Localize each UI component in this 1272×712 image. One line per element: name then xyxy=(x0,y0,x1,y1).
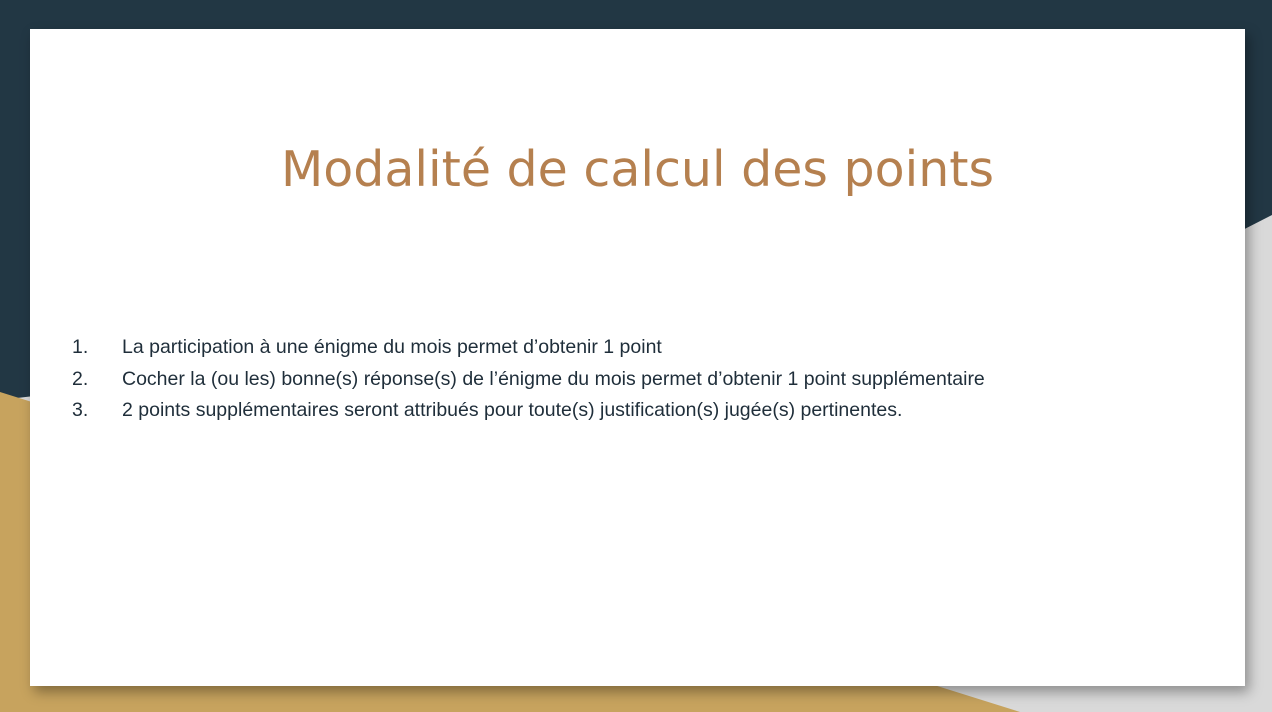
list-item-number: 3. xyxy=(72,399,89,421)
list-item xyxy=(72,395,985,427)
slide-title: Modalité de calcul des points xyxy=(281,141,994,198)
slide-canvas xyxy=(30,29,1245,686)
list-item xyxy=(72,364,985,396)
list-item-text: La participation à une énigme du mois permet d’obtenir 1 point xyxy=(122,336,662,358)
list-item-number: 1. xyxy=(72,336,89,358)
list-item xyxy=(72,332,985,364)
list-item-number: 2. xyxy=(72,367,89,390)
points-list xyxy=(72,332,985,427)
list-item-text: Cocher la (ou les) bonne(s) réponse(s) de l’énigme du mois permet d’obtenir 1 point supplémentaire xyxy=(122,367,985,390)
list-item-text: 2 points supplémentaires seront attribués pour toute(s) justification(s) jugée(s) pertinentes. xyxy=(122,399,903,421)
